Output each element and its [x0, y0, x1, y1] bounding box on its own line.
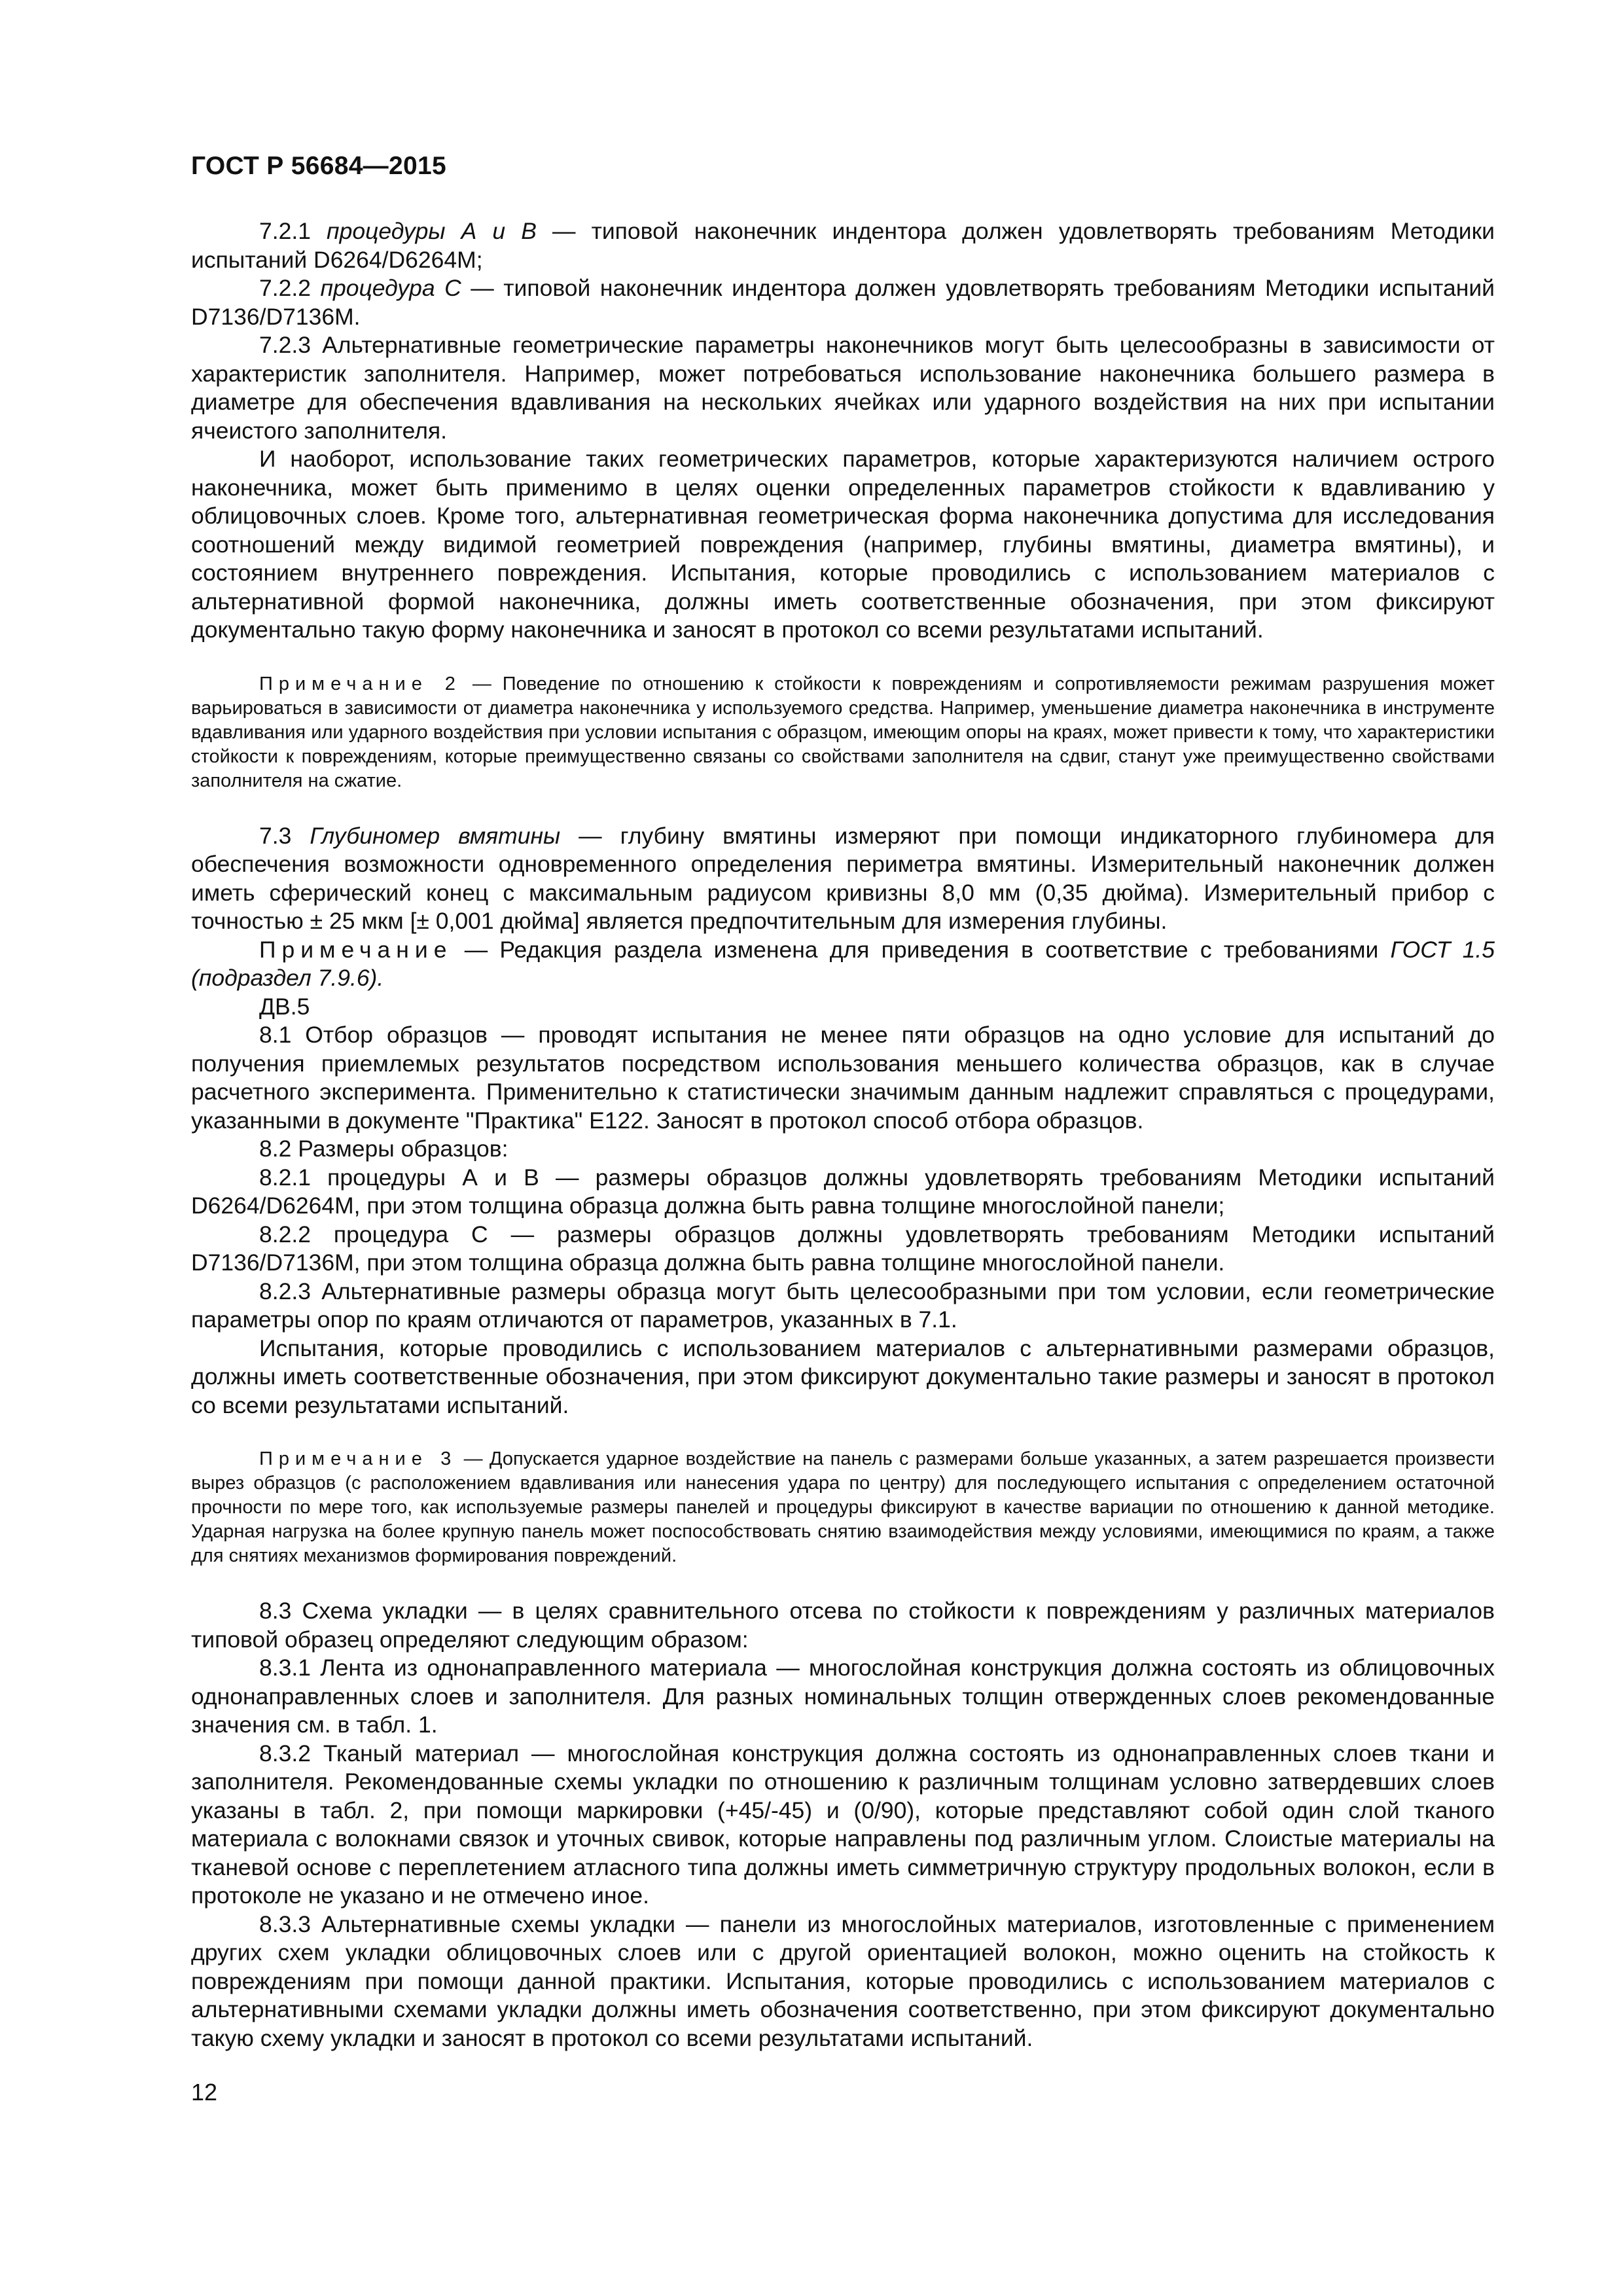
paragraph-8-2-2: 8.2.2 процедура С — размеры образцов должны удовлетворять требованиям Методики испытаний D7136/D7136M, при этом толщина образца должна быть равна толщине многослойной панели. — [191, 1221, 1495, 1276]
paragraph-8-2: 8.2 Размеры образцов: — [259, 1136, 508, 1162]
paragraph-7-2-1 — [191, 217, 1495, 274]
note-2 — [191, 672, 1495, 793]
paragraph-8-3-1: 8.3.1 Лента из однонаправленного материала — многослойная конструкция должна состоять из облицовочных однонаправленных слоев и заполнителя. Для разных номинальных толщин отвержденных слоев рекомендованные значения см. в табл. 1. — [191, 1655, 1495, 1738]
paragraph-8-1: 8.1 Отбор образцов — проводят испытания не менее пяти образцов на одно условие для испытаний до получения приемлемых результатов посредством использования меньшего количества образцов, как в случае расчетного эксперимента. Применительно к статистически значимым данным надлежит справляться с процедурами, указанными в документе "Практика" Е122. Заносят в протокол способ отбора образцов. — [191, 1022, 1495, 1134]
note-label: Примечание 2 — [259, 673, 461, 694]
paragraph-dv5: ДВ.5 — [259, 993, 310, 1020]
note-3 — [191, 1447, 1495, 1568]
paragraph-7-3 — [191, 822, 1495, 936]
document-header: ГОСТ Р 56684—2015 — [191, 152, 446, 180]
paragraph-edit-note — [191, 936, 1495, 993]
paragraph-term: процедуры А и В — [327, 218, 537, 244]
note-text: — Допускается ударное воздействие на панель с размерами больше указанных, а затем разрешается произвести вырез образцов (с расположением вдавливания или нанесения удара по центру) для последующего испытания с определением остаточной прочности по мере того, как используемые размеры панелей и процедуры фиксируют в качестве вариации по отношению к данной методике. Ударная нагрузка на более крупную панель может поспособствовать снятию взаимодействия между условиями, имеющимися по краям, а также для снятиях механизмов формирования повреждений. — [191, 1448, 1495, 1566]
paragraph-term: процедура С — [320, 275, 461, 301]
paragraph-8-3: 8.3 Схема укладки — в целях сравнительного отсева по стойкости к повреждениям у различных материалов типовой образец определяют следующим образом: — [191, 1598, 1495, 1653]
paragraph-7-2-3: 7.2.3 Альтернативные геометрические параметры наконечников могут быть целесообразны в зависимости от характеристик заполнителя. Например, может потребоваться использование наконечника большего размера в диаметре для обеспечения вдавливания на нескольких ячейках или ударного воздействия на них при испытании ячеистого заполнителя. — [191, 332, 1495, 444]
paragraph-text: — типовой наконечник индентора должен удовлетворять требованиям Методики испытаний D6264/D6264M; — [191, 218, 1495, 273]
paragraph-conversely: И наоборот, использование таких геометрических параметров, которые характеризуются наличием острого наконечника, может быть применимо в целях оценки определенных параметров стойкости к вдавливанию у облицовочных слоев. Кроме того, альтернативная геометрическая форма наконечника допустима для исследования соотношений между видимой геометрией повреждения (например, глубины вмятины, диаметра вмятины), и состоянием внутреннего повреждения. Испытания, которые проводились с использованием материалов с альтернативной формой наконечника, должны иметь соответственные обозначения, при этом фиксируют документально такую форму наконечника и заносят в протокол со всеми результатами испытаний. — [191, 446, 1495, 643]
note-text: — Поведение по отношению к стойкости к повреждениям и сопротивляемости режимам разрушения может варьироваться в зависимости от диаметра наконечника у используемого средства. Например, уменьшение диаметра наконечника в инструменте вдавливания или ударного воздействия при условии испытания с образцом, имеющим опоры на краях, может привести к тому, что характеристики стойкости к повреждениям, которые преимущественно связаны со свойствами заполнителя на сдвиг, станут уже преимущественно свойствами заполнителя на сжатие. — [191, 673, 1495, 791]
paragraph-8-3-2: 8.3.2 Тканый материал — многослойная конструкция должна состоять из однонаправленных слоев ткани и заполнителя. Рекомендованные схемы укладки по отношению к различным толщинам условно затвердевших слоев указаны в табл. 2, при помощи маркировки (+45/-45) и (0/90), которые представляют собой один слой тканого материала с волокнами связок и уточных свивок, которые направлены под различным углом. Слоистые материалы на тканевой основе с переплетением атласного типа должны иметь симметричную структуру продольных волокон, если в протоколе не указано и не отмечено иное. — [191, 1740, 1495, 1909]
paragraph-8-2-3: 8.2.3 Альтернативные размеры образца могут быть целесообразными при том условии, если геометрические параметры опор по краям отличаются от параметров, указанных в 7.1. — [191, 1278, 1495, 1333]
note-label: Примечание — [259, 936, 453, 963]
document-body — [191, 217, 1495, 2053]
paragraph-8-3-3: 8.3.3 Альтернативные схемы укладки — панели из многослойных материалов, изготовленные с применением других схем укладки облицовочных слоев или с другой ориентацией волокон, можно оценить на стойкость к повреждениям при помощи данной практики. Испытания, которые проводились с использованием материалов с альтернативными схемами укладки должны иметь обозначения соответственно, при этом фиксируют документально такую схему укладки и заносят в протокол со всеми результатами испытаний. — [191, 1910, 1495, 2051]
page-number: 12 — [191, 2079, 218, 2106]
paragraph-text: — глубину вмятины измеряют при помощи индикаторного глубиномера для обеспечения возможности одновременного определения периметра вмятины. Измерительный наконечник должен иметь сферический конец с максимальным радиусом кривизны 8,0 мм (0,35 дюйма). Измерительный прибор с точностью ± 25 мкм [± 0,001 дюйма] является предпочтительным для измерения глубины. — [191, 822, 1495, 934]
note-text: — Редакция раздела изменена для приведения в соответствие с требованиями — [452, 936, 1391, 963]
paragraph-number: 7.2.2 — [259, 275, 321, 301]
paragraph-text: — типовой наконечник индентора должен удовлетворять требованиям Методики испытаний D7136/D7136M. — [191, 275, 1495, 330]
paragraph-term: Глубиномер вмятины — [310, 822, 561, 849]
paragraph-7-2-2 — [191, 274, 1495, 331]
paragraph-tests: Испытания, которые проводились с использованием материалов с альтернативными размерами образцов, должны иметь соответственные обозначения, при этом фиксируют документально такие размеры и заносят в протокол со всеми результатами испытаний. — [191, 1335, 1495, 1418]
paragraph-number: 7.2.1 — [259, 218, 327, 244]
paragraph-number: 7.3 — [259, 822, 310, 849]
note-reference: ГОСТ 1.5 (подраздел 7.9.6). — [191, 936, 1495, 991]
note-label: Примечание 3 — [259, 1448, 457, 1469]
paragraph-8-2-1: 8.2.1 процедуры А и В — размеры образцов должны удовлетворять требованиям Методики испытаний D6264/D6264M, при этом толщина образца должна быть равна толщине многослойной панели; — [191, 1164, 1495, 1219]
